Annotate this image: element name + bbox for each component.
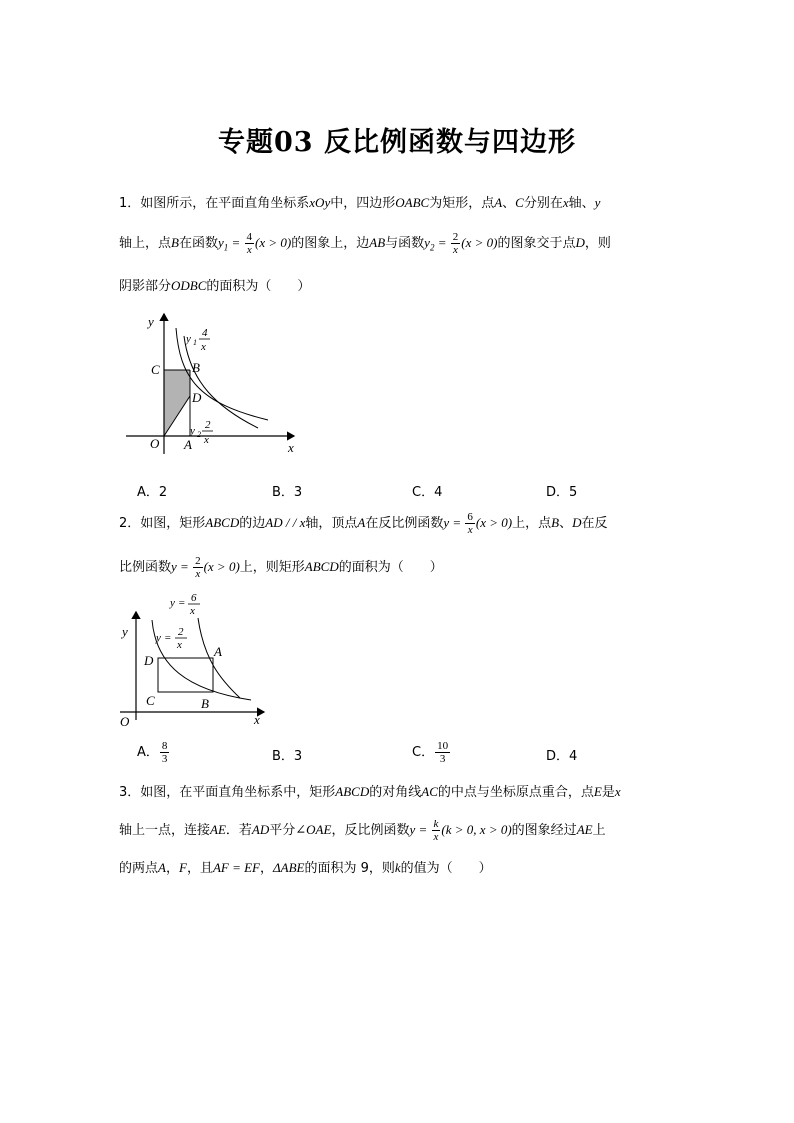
- label-x: x: [288, 440, 294, 455]
- numerator: 2: [452, 231, 459, 243]
- q1-line-3: [119, 276, 310, 297]
- math: (x > 0): [255, 235, 292, 250]
- text: 的图象交于点: [497, 236, 576, 251]
- text: 阴影部分: [119, 279, 172, 294]
- text: 的面积为（ ）: [338, 560, 443, 575]
- text: 2．如图，矩形: [119, 516, 206, 531]
- eq1-num: 4: [202, 327, 208, 339]
- label-C: C: [151, 362, 160, 377]
- q1-option-a[interactable]: A．2: [137, 485, 168, 500]
- math: ABCD: [304, 559, 339, 574]
- eq2-eq: =: [164, 632, 172, 644]
- denominator: 3: [161, 753, 168, 765]
- text: ．若: [225, 823, 252, 838]
- q3-line-3: [119, 858, 492, 879]
- math: (x > 0): [461, 235, 498, 250]
- math: y: [594, 195, 601, 210]
- math: F: [178, 860, 187, 875]
- q1-option-b[interactable]: B．3: [272, 485, 303, 500]
- math: (x > 0): [475, 515, 513, 530]
- math: C: [515, 195, 524, 210]
- q3-line-2: [119, 818, 606, 843]
- eq1-y: y: [170, 597, 175, 609]
- numerator: 2: [195, 555, 201, 567]
- math: x: [299, 515, 306, 530]
- math: ABCD: [335, 784, 370, 799]
- math: OABC: [395, 195, 430, 210]
- eq2-y: y: [190, 425, 195, 437]
- text: 轴，顶点: [305, 516, 358, 531]
- q1-line-1: [119, 193, 600, 214]
- math: =: [449, 515, 465, 530]
- option-label: C．: [412, 745, 435, 760]
- label-O: O: [120, 714, 130, 729]
- math: y: [424, 235, 430, 250]
- denominator: x: [433, 831, 439, 843]
- eq1-den: x: [201, 341, 206, 353]
- eq2-y: y: [156, 632, 161, 644]
- math: 2: [429, 242, 435, 253]
- text: 比例函数: [119, 560, 172, 575]
- eq2-sub: 2: [197, 430, 201, 439]
- eq2-den: x: [204, 434, 209, 446]
- text: 在反: [581, 516, 608, 531]
- denominator: x: [453, 244, 458, 256]
- math: AF = EF: [212, 860, 260, 875]
- page-title: 专题03 反比例函数与四边形: [218, 127, 576, 158]
- rectangle-ABCD: [158, 658, 213, 692]
- eq2-num: 2: [178, 626, 184, 638]
- text: 的中点与坐标原点重合，点: [437, 785, 594, 800]
- math: xOy: [309, 195, 331, 210]
- q1-option-c[interactable]: C．4: [412, 485, 443, 500]
- math: A: [494, 195, 503, 210]
- math: k: [394, 860, 401, 875]
- math: x: [614, 784, 621, 799]
- text: 、: [559, 516, 573, 531]
- text: 分别在: [523, 196, 563, 211]
- text: 的面积为（ ）: [206, 279, 311, 294]
- label-D: D: [192, 390, 202, 405]
- q2-figure: [116, 590, 276, 730]
- text: 是: [601, 785, 615, 800]
- text: ，则: [584, 236, 611, 251]
- math: y: [217, 235, 224, 250]
- label-B: B: [192, 360, 200, 375]
- text: 与函数: [385, 236, 425, 251]
- q2-option-b[interactable]: B．3: [272, 749, 303, 764]
- numerator: k: [433, 818, 439, 830]
- denominator: 3: [439, 753, 446, 765]
- text: ，: [165, 861, 179, 876]
- denominator: x: [467, 524, 473, 536]
- text: 轴上一点，连接: [119, 823, 211, 838]
- math: AE: [576, 822, 593, 837]
- math: AD: [251, 822, 270, 837]
- math: A: [158, 860, 166, 875]
- eq1-sub: 1: [193, 338, 197, 347]
- text: 1．如图所示，在平面直角坐标系: [119, 196, 310, 211]
- text: 的图象上，边: [291, 236, 370, 251]
- math: (x > 0): [203, 559, 240, 574]
- text: 的边: [239, 516, 266, 531]
- text: 3．如图，在平面直角坐标系中，矩形: [119, 785, 336, 800]
- math: B: [551, 515, 560, 530]
- text: 上，则矩形: [239, 560, 305, 575]
- label-y: y: [122, 624, 128, 639]
- math: B: [171, 235, 179, 250]
- label-y: y: [148, 314, 154, 329]
- numerator: 4: [246, 231, 253, 243]
- math: AB: [369, 235, 386, 250]
- math: y: [409, 822, 416, 837]
- text: 轴、: [568, 196, 595, 211]
- fraction: [432, 818, 441, 843]
- text: 轴上，点: [119, 236, 172, 251]
- numerator: 8: [161, 740, 168, 752]
- math: =: [415, 822, 431, 837]
- math: ABCD: [205, 515, 240, 530]
- math: (k > 0, x > 0): [441, 822, 512, 837]
- q2-option-a[interactable]: [137, 740, 170, 765]
- q2-line-2: [119, 555, 443, 580]
- numerator: 10: [437, 740, 449, 752]
- numerator: 6: [467, 511, 473, 523]
- eq2-den: x: [177, 639, 182, 651]
- fraction: [160, 740, 170, 765]
- eq1-num: 6: [191, 592, 197, 604]
- fraction: [465, 511, 475, 536]
- math: y: [443, 515, 450, 530]
- label-O: O: [150, 436, 160, 451]
- eq1-y: y: [186, 333, 191, 345]
- q3-line-1: [119, 782, 621, 803]
- eq2-num: 2: [205, 419, 211, 431]
- text: 上，点: [512, 516, 552, 531]
- math: 1: [223, 242, 229, 253]
- math: AC: [421, 784, 438, 799]
- denominator: x: [195, 568, 201, 580]
- math: AD: [265, 515, 283, 530]
- math: x: [562, 195, 569, 210]
- text: 平分: [269, 823, 296, 838]
- option-label: A．: [137, 745, 159, 760]
- math: A: [357, 515, 366, 530]
- shaded-region: [164, 370, 190, 436]
- text: 的值为（ ）: [400, 861, 492, 876]
- math: =: [228, 235, 244, 250]
- fraction: [245, 231, 255, 256]
- denominator: x: [246, 244, 252, 256]
- label-B: B: [201, 696, 209, 711]
- text: 为矩形，点: [429, 196, 495, 211]
- math: =: [434, 235, 450, 250]
- text: ，反比例函数: [331, 823, 410, 838]
- q2-option-c[interactable]: [412, 740, 451, 765]
- text: 在反比例函数: [365, 516, 444, 531]
- text: 的对角线: [369, 785, 422, 800]
- math: / /: [282, 515, 300, 530]
- eq1-eq: =: [178, 597, 186, 609]
- q2-line-1: [119, 511, 608, 536]
- label-x: x: [254, 712, 260, 727]
- math: D: [575, 235, 585, 250]
- text: 在函数: [178, 236, 218, 251]
- math: ΔABE: [273, 860, 305, 875]
- fraction: [435, 740, 450, 765]
- text: 、: [502, 196, 516, 211]
- fraction: [193, 555, 203, 580]
- q1-option-d[interactable]: D．5: [546, 485, 578, 500]
- text: 上: [592, 823, 606, 838]
- text: 的面积为 9，则: [304, 861, 395, 876]
- math: ODBC: [171, 278, 207, 293]
- text: 的图象经过: [511, 823, 577, 838]
- text: 的两点: [119, 861, 159, 876]
- math: =: [176, 559, 193, 574]
- q1-figure: [118, 308, 308, 458]
- label-A: A: [184, 437, 192, 452]
- text: ，: [260, 861, 274, 876]
- label-A: A: [214, 644, 222, 659]
- label-C: C: [146, 693, 155, 708]
- q1-line-2: [119, 231, 611, 258]
- text: 中，四边形: [330, 196, 396, 211]
- math: ∠OAE: [295, 822, 332, 837]
- math: D: [572, 515, 582, 530]
- eq1-den: x: [190, 605, 195, 617]
- text: ，且: [186, 861, 213, 876]
- math: y: [171, 559, 177, 574]
- math: AE: [210, 822, 226, 837]
- fraction: [451, 231, 461, 256]
- label-D: D: [144, 653, 154, 668]
- math: E: [593, 784, 602, 799]
- q2-option-d[interactable]: D．4: [546, 749, 578, 764]
